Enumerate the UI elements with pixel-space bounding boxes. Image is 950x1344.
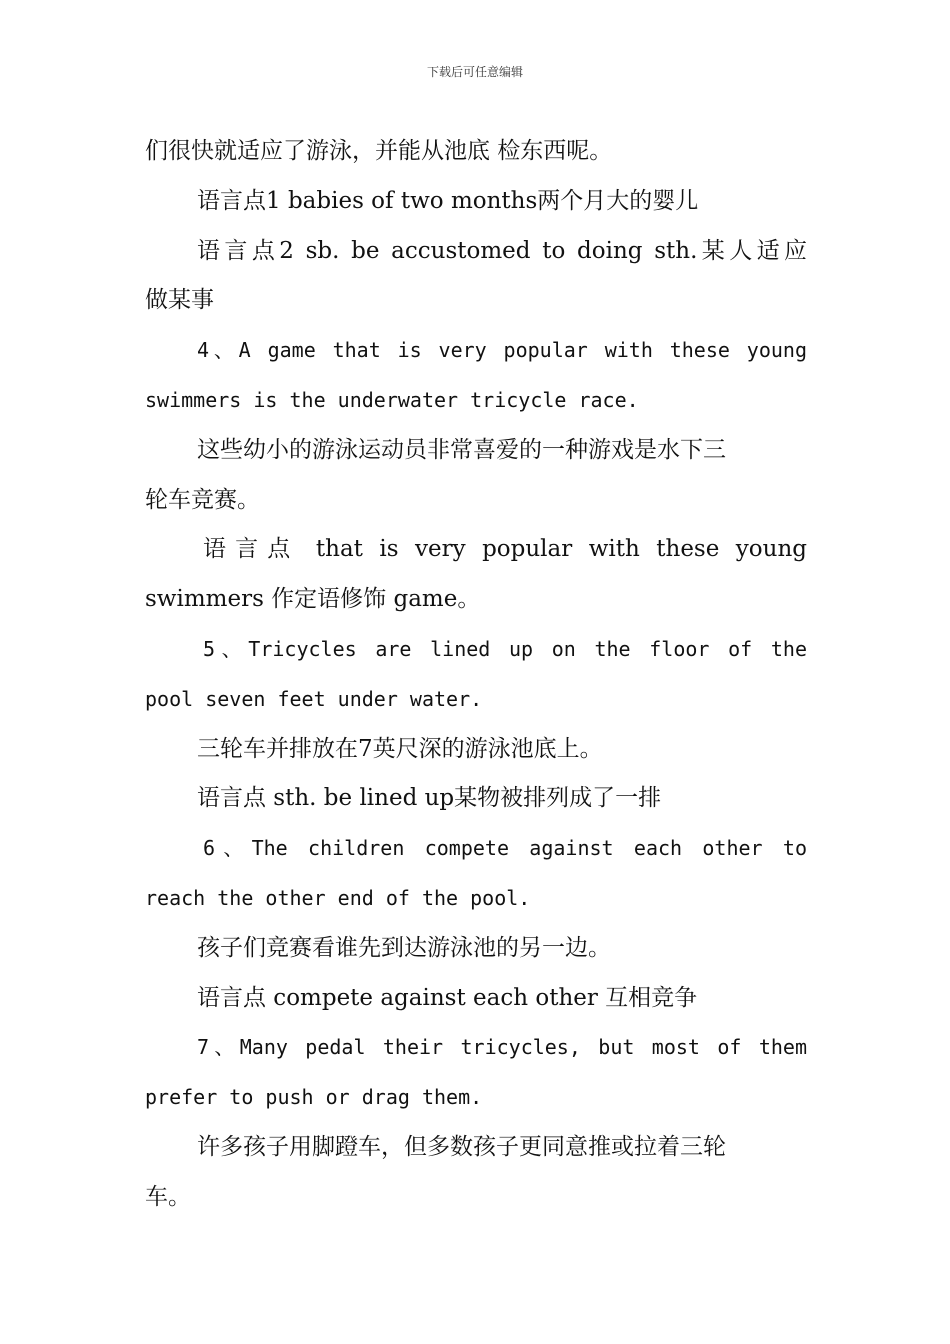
text-line: 做某事 bbox=[145, 287, 214, 314]
text-line: 许多孩子用脚蹬车，但多数孩子更同意推或拉着三轮 bbox=[197, 1133, 726, 1160]
text-line: swimmers 作定语修饰 game。 bbox=[145, 586, 481, 613]
text-line: 语言点1 babies of two months两个月大的婴儿 bbox=[197, 187, 699, 214]
text-line: 轮车竞赛。 bbox=[145, 486, 260, 513]
text-line: 5、Tricycles are lined up on the floor of the bbox=[203, 636, 807, 661]
header-text: 下载后可任意编辑 bbox=[426, 65, 523, 79]
text-line: 孩子们竞赛看谁先到达游泳池的另一边。 bbox=[197, 934, 611, 961]
document-body bbox=[145, 127, 807, 1223]
text-line: 7、Many pedal their tricycles, but most of them bbox=[197, 1035, 807, 1060]
text-line: swimmers is the underwater tricycle race. bbox=[145, 387, 639, 412]
text-line: prefer to push or drag them. bbox=[145, 1085, 483, 1110]
text-line: 语言点 that is very popular with these young bbox=[203, 536, 807, 563]
text-line: 这些幼小的游泳运动员非常喜爱的一种游戏是水下三 bbox=[197, 436, 726, 463]
page-header bbox=[0, 64, 950, 80]
text-line: 们很快就适应了游泳，并能从池底 检东西呢。 bbox=[145, 138, 613, 164]
text-line: 语言点2 sb. be accustomed to doing sth.某人适应 bbox=[197, 237, 807, 264]
text-line: 6、The children compete against each other to bbox=[203, 836, 807, 861]
text-line: reach the other end of the pool. bbox=[145, 885, 531, 910]
text-line: pool seven feet under water. bbox=[145, 686, 483, 711]
text-line: 车。 bbox=[145, 1183, 191, 1210]
text-line: 语言点 compete against each other 互相竞争 bbox=[197, 984, 698, 1011]
text-line: 语言点 sth. be lined up某物被排列成了一排 bbox=[197, 785, 662, 812]
text-line: 4、A game that is very popular with these young bbox=[197, 338, 807, 363]
text-line: 三轮车并排放在7英尺深的游泳池底上。 bbox=[197, 735, 603, 762]
